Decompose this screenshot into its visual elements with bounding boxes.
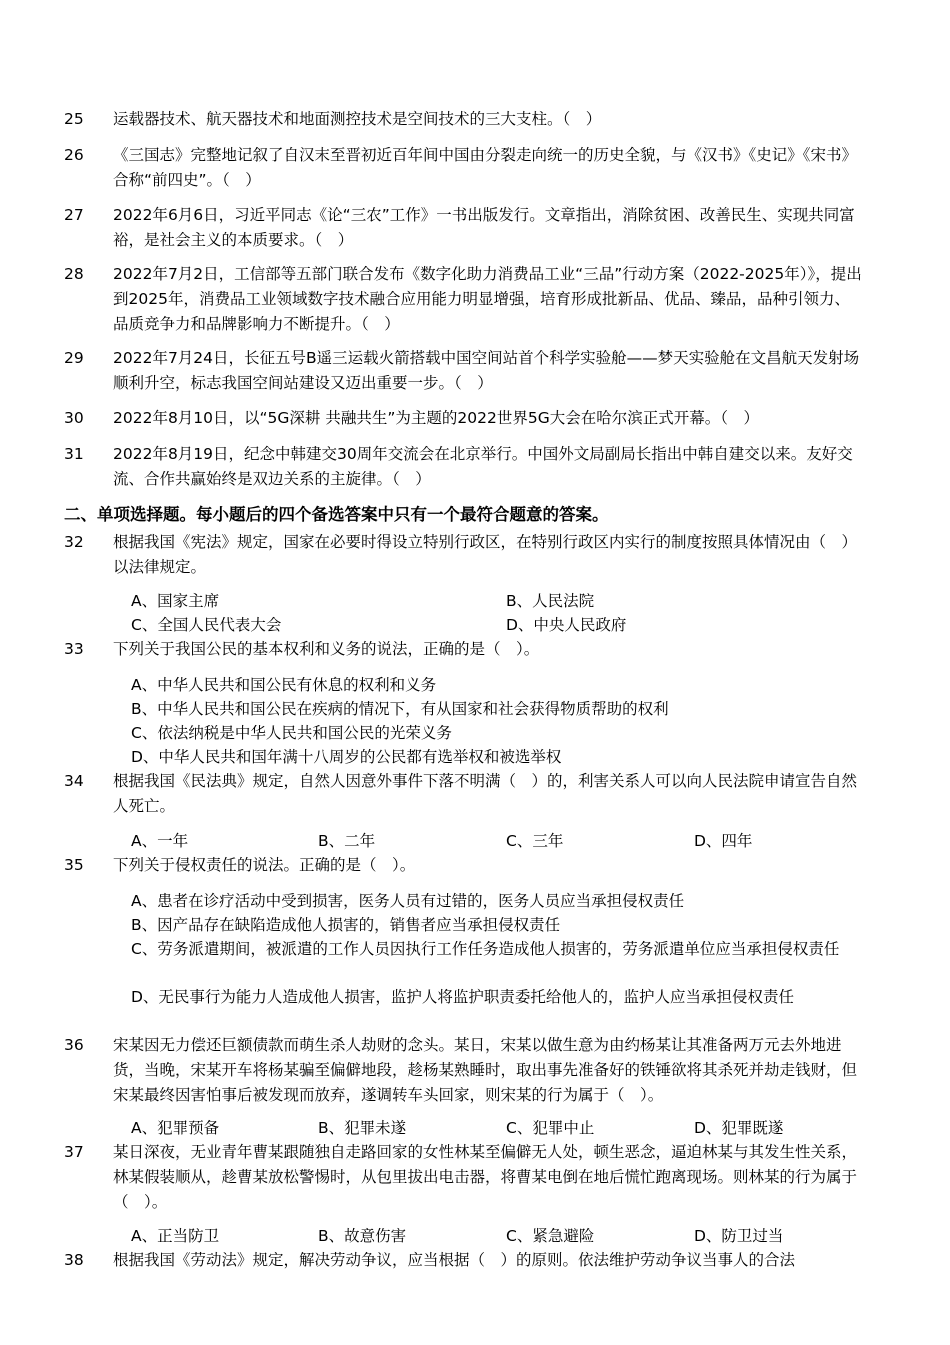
question-text: 某日深夜，无业青年曹某跟随独自走路回家的女性林某至偏僻无人处，顿生恶念，逼迫林某与其发生性关系，林某假装顺从，趁曹某放松警惕时，从包里拔出电击器，将曹某电倒在地后慌忙跑离现场。则林某的行为属于（ ）。 [113,1143,858,1211]
option-a: A、一年 [131,832,189,850]
question-38 [64,1248,864,1273]
question-text: 2022年7月24日，长征五号B遥三运载火箭搭载中国空间站首个科学实验舱——梦天实验舱在文昌航天发射场顺利升空，标志我国空间站建设又迈出重要一步。（ ） [113,349,860,392]
question-number: 30 [64,409,84,427]
option-b: B、二年 [318,832,376,850]
question-text: 2022年8月10日，以“5G深耕 共融共生”为主题的2022世界5G大会在哈尔滨正式开幕。（ ） [113,409,759,427]
option-a: A、患者在诊疗活动中受到损害，医务人员有过错的，医务人员应当承担侵权责任 [131,892,685,910]
option-d: D、无民事行为能力人造成他人损害，监护人将监护职责委托给他人的，监护人应当承担侵权责任 [131,988,794,1006]
option-b: B、中华人民共和国公民在疾病的情况下，有从国家和社会获得物质帮助的权利 [131,700,669,718]
question-33 [64,637,864,662]
question-number: 33 [64,640,84,658]
question-34 [64,769,864,819]
question-number: 32 [64,533,84,551]
question-29 [64,346,864,396]
question-number: 28 [64,265,84,283]
option-d: D、中央人民政府 [506,616,627,634]
question-text: 根据我国《民法典》规定，自然人因意外事件下落不明满（ ）的，利害关系人可以向人民法院申请宣告自然人死亡。 [113,772,858,815]
question-text: 下列关于我国公民的基本权利和义务的说法，正确的是（ ）。 [113,640,540,658]
question-number: 34 [64,772,84,790]
question-number: 25 [64,110,84,128]
option-b: B、犯罪未遂 [318,1119,407,1137]
question-number: 36 [64,1036,84,1054]
option-b: B、因产品存在缺陷造成他人损害的，销售者应当承担侵权责任 [131,916,561,934]
option-d: D、中华人民共和国年满十八周岁的公民都有选举权和被选举权 [131,748,562,766]
option-a: A、正当防卫 [131,1227,220,1245]
question-text: 根据我国《宪法》规定，国家在必要时得设立特别行政区，在特别行政区内实行的制度按照具体情况由（ ）以法律规定。 [113,533,858,576]
option-c: C、全国人民代表大会 [131,616,282,634]
question-30 [64,406,864,431]
option-c: C、犯罪中止 [506,1119,595,1137]
question-text: 2022年7月2日，工信部等五部门联合发布《数字化助力消费品工业“三品”行动方案（2022-2025年）》，提出到2025年，消费品工业领域数字技术融合应用能力明显增强，培育形成批新品、优品、臻品，品种引领力、品质竞争力和品牌影响力不断提升。（ ） [113,265,862,333]
question-text: 宋某因无力偿还巨额债款而萌生杀人劫财的念头。某日，宋某以做生意为由约杨某让其准备两万元去外地进货，当晚，宋某开车将杨某骗至偏僻地段，趁杨某熟睡时，取出事先准备好的铁锤欲将其杀死并劫走钱财，但宋某最终因害怕事后被发现而放弃，遂调转车头回家，则宋某的行为属于（ ）。 [113,1036,858,1104]
option-c: C、三年 [506,832,564,850]
question-text: 《三国志》完整地记叙了自汉末至晋初近百年间中国由分裂走向统一的历史全貌，与《汉书》《史记》《宋书》合称“前四史”。（ ） [113,146,858,189]
option-a: A、中华人民共和国公民有休息的权利和义务 [131,676,437,694]
question-28 [64,262,864,337]
option-d: D、犯罪既遂 [694,1119,784,1137]
question-32 [64,530,864,580]
question-text: 2022年8月19日，纪念中韩建交30周年交流会在北京举行。中国外文局副局长指出中韩自建交以来。友好交流、合作共赢始终是双边关系的主旋律。（ ） [113,445,853,488]
question-number: 31 [64,445,84,463]
option-b: B、人民法院 [506,592,595,610]
option-d: D、防卫过当 [694,1227,784,1245]
question-number: 29 [64,349,84,367]
question-number: 37 [64,1143,84,1161]
question-number: 38 [64,1251,84,1269]
option-a: A、犯罪预备 [131,1119,220,1137]
question-27 [64,203,864,253]
option-b: B、故意伤害 [318,1227,407,1245]
question-number: 27 [64,206,84,224]
option-d: D、四年 [694,832,753,850]
question-number: 35 [64,856,84,874]
question-text: 运载器技术、航天器技术和地面测控技术是空间技术的三大支柱。（ ） [113,110,602,128]
question-35 [64,853,864,878]
question-text: 下列关于侵权责任的说法。正确的是（ ）。 [113,856,416,874]
option-c: C、劳务派遣期间，被派遣的工作人员因执行工作任务造成他人损害的，劳务派遣单位应当承担侵权责任 [131,940,840,958]
option-c: C、依法纳税是中华人民共和国公民的光荣义务 [131,724,452,742]
question-36 [64,1033,864,1108]
question-26 [64,143,864,193]
question-31 [64,442,864,492]
option-c: C、紧急避险 [506,1227,595,1245]
question-25 [64,107,864,132]
question-number: 26 [64,146,84,164]
section-title: 二、单项选择题。每小题后的四个备选答案中只有一个最符合题意的答案。 [64,505,609,524]
question-text: 根据我国《劳动法》规定，解决劳动争议，应当根据（ ）的原则。依法维护劳动争议当事人的合法 [113,1251,796,1269]
option-a: A、国家主席 [131,592,220,610]
question-37 [64,1140,864,1215]
question-text: 2022年6月6日，习近平同志《论“三农”工作》一书出版发行。文章指出，消除贫困、改善民生、实现共同富裕，是社会主义的本质要求。（ ） [113,206,855,249]
